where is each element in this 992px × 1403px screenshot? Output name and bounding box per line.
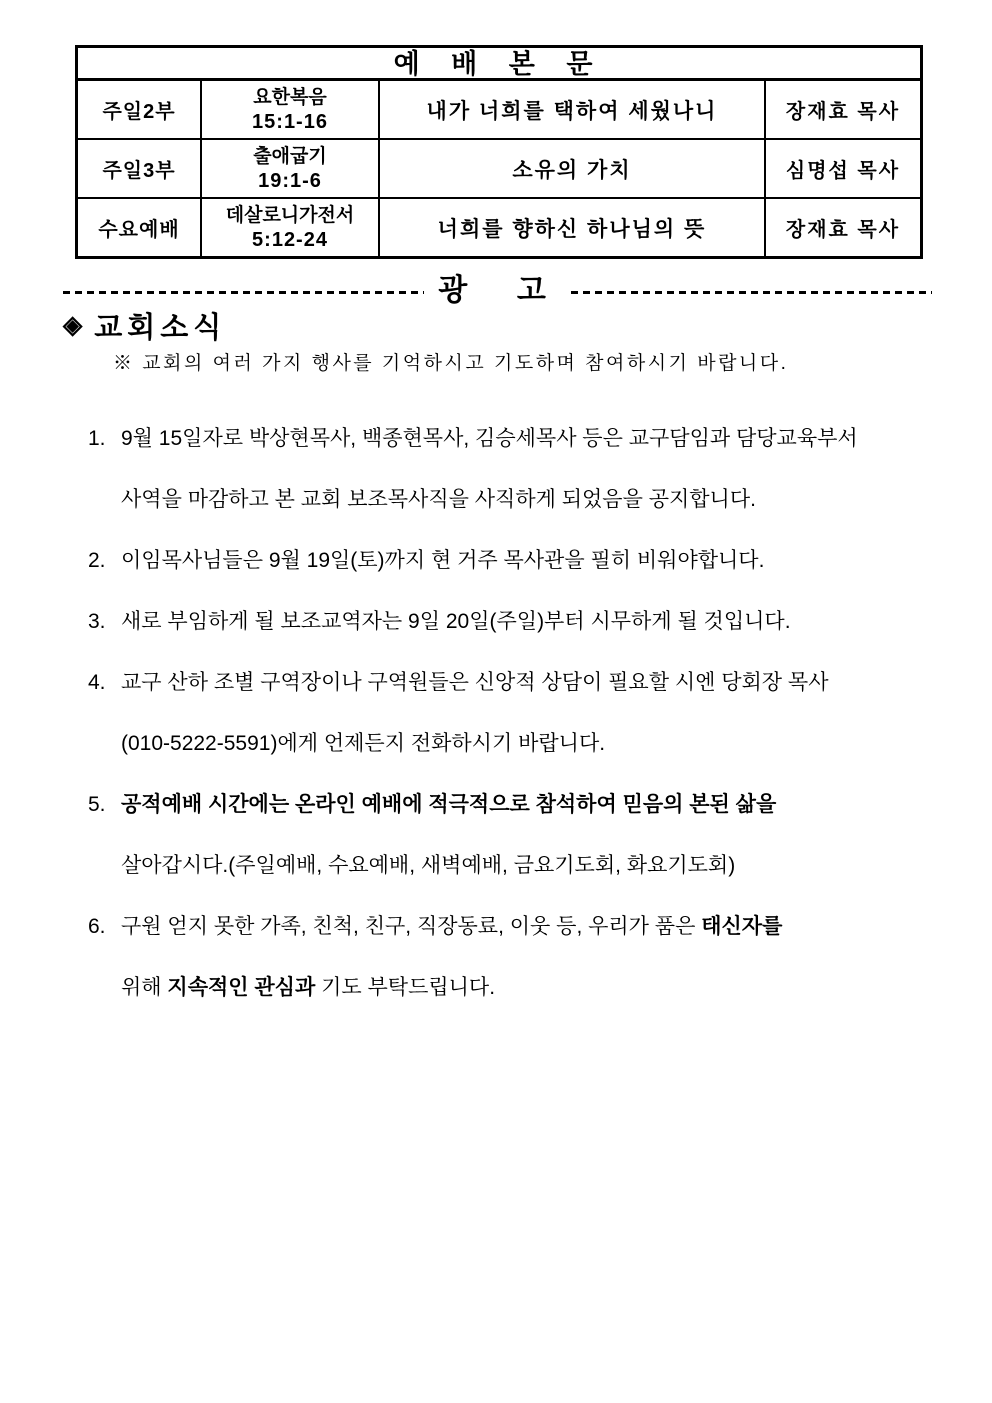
announcement-line	[88, 851, 928, 881]
announcement-list	[88, 424, 928, 1034]
announcement-line	[88, 424, 928, 454]
list-item	[88, 424, 928, 515]
announcement-line	[88, 790, 928, 820]
scripture-reference	[200, 140, 378, 197]
scripture-book: 요한복음	[253, 86, 327, 108]
announcement-text: 위해	[121, 976, 168, 999]
church-news-heading	[63, 305, 226, 346]
section-title: 교회소식	[94, 312, 227, 344]
announcement-text: 9월 15일자로 박상현목사, 백종현목사, 김승세목사 등은 교구담임과 담당교육부서	[121, 427, 858, 450]
announcement-text: 공적예배 시간에는 온라인 예배에 적극적으로 참석하여 믿음의 본된 삶을	[121, 793, 777, 816]
announcement-text: 살아갑시다.(주일예배, 수요예배, 새벽예배, 금요기도회, 화요기도회)	[121, 854, 736, 877]
announcement-text: 구원 얻지 못한 가족, 친척, 친구, 직장동료, 이웃 등, 우리가 품은	[121, 915, 702, 938]
pastor-name: 심명섭 목사	[764, 140, 920, 197]
section-note: ※ 교회의 여러 가지 행사를 기억하시고 기도하며 참여하시기 바랍니다.	[113, 353, 789, 374]
worship-scripture-table	[75, 45, 923, 259]
service-name: 주일3부	[102, 160, 176, 182]
table-title: 예 배 본 문	[78, 48, 920, 81]
scripture-book: 데살로니가전서	[225, 204, 355, 226]
sermon-title: 내가 너희를 택하여 세웠나니	[378, 81, 764, 138]
announcement-line	[88, 546, 928, 576]
announcement-text: 기도 부탁드립니다.	[315, 976, 496, 999]
scripture-verse: 5:12-24	[252, 228, 328, 251]
dashed-line	[571, 291, 932, 294]
service-name: 수요예배	[98, 219, 180, 241]
announcements-divider	[63, 270, 932, 307]
announcement-line	[88, 912, 928, 942]
announcement-text: (010-5222-5591)에게 언제든지 전화하시기 바랍니다.	[121, 732, 606, 755]
item-number: 2.	[88, 549, 106, 572]
item-number: 5.	[88, 793, 106, 816]
pastor-name: 장재효 목사	[764, 81, 920, 138]
announcement-line	[88, 607, 928, 637]
scripture-verse: 15:1-16	[252, 110, 328, 133]
announcement-text-emphasis: 지속적인 관심과	[167, 976, 316, 999]
announcement-line	[88, 973, 928, 1003]
announcement-text-emphasis: 태신자를	[701, 915, 783, 938]
announcement-line	[88, 668, 928, 698]
list-item	[88, 790, 928, 881]
table-row	[78, 197, 920, 256]
list-item	[88, 607, 928, 637]
announcement-text: 새로 부임하게 될 보조교역자는 9일 20일(주일)부터 시무하게 될 것입니다.	[121, 610, 791, 633]
item-number: 6.	[88, 915, 106, 938]
scripture-book: 출애굽기	[253, 145, 327, 167]
announcement-text: 이임목사님들은 9월 19일(토)까지 현 거주 목사관을 필히 비워야합니다.	[121, 549, 765, 572]
pastor-name: 장재효 목사	[764, 199, 920, 256]
list-item	[88, 912, 928, 1003]
list-item	[88, 668, 928, 759]
service-name: 주일2부	[102, 101, 176, 123]
announcement-line	[88, 485, 928, 515]
table-row	[78, 81, 920, 138]
diamond-bullet-icon: ◈	[63, 311, 83, 339]
item-number: 3.	[88, 610, 106, 633]
sermon-title: 너희를 향하신 하나님의 뜻	[378, 199, 764, 256]
sermon-title: 소유의 가치	[378, 140, 764, 197]
scripture-reference	[200, 81, 378, 138]
item-number: 4.	[88, 671, 106, 694]
dashed-line	[63, 291, 424, 294]
scripture-verse: 19:1-6	[258, 169, 322, 192]
announcement-text: 교구 산하 조별 구역장이나 구역원들은 신앙적 상담이 필요할 시엔 당회장 목사	[121, 671, 829, 694]
item-number: 1.	[88, 427, 106, 450]
table-row	[78, 138, 920, 197]
scripture-reference	[200, 199, 378, 256]
announcements-heading: 광 고	[438, 274, 557, 307]
announcement-text: 사역을 마감하고 본 교회 보조목사직을 사직하게 되었음을 공지합니다.	[121, 488, 756, 511]
list-item	[88, 546, 928, 576]
announcement-line	[88, 729, 928, 759]
